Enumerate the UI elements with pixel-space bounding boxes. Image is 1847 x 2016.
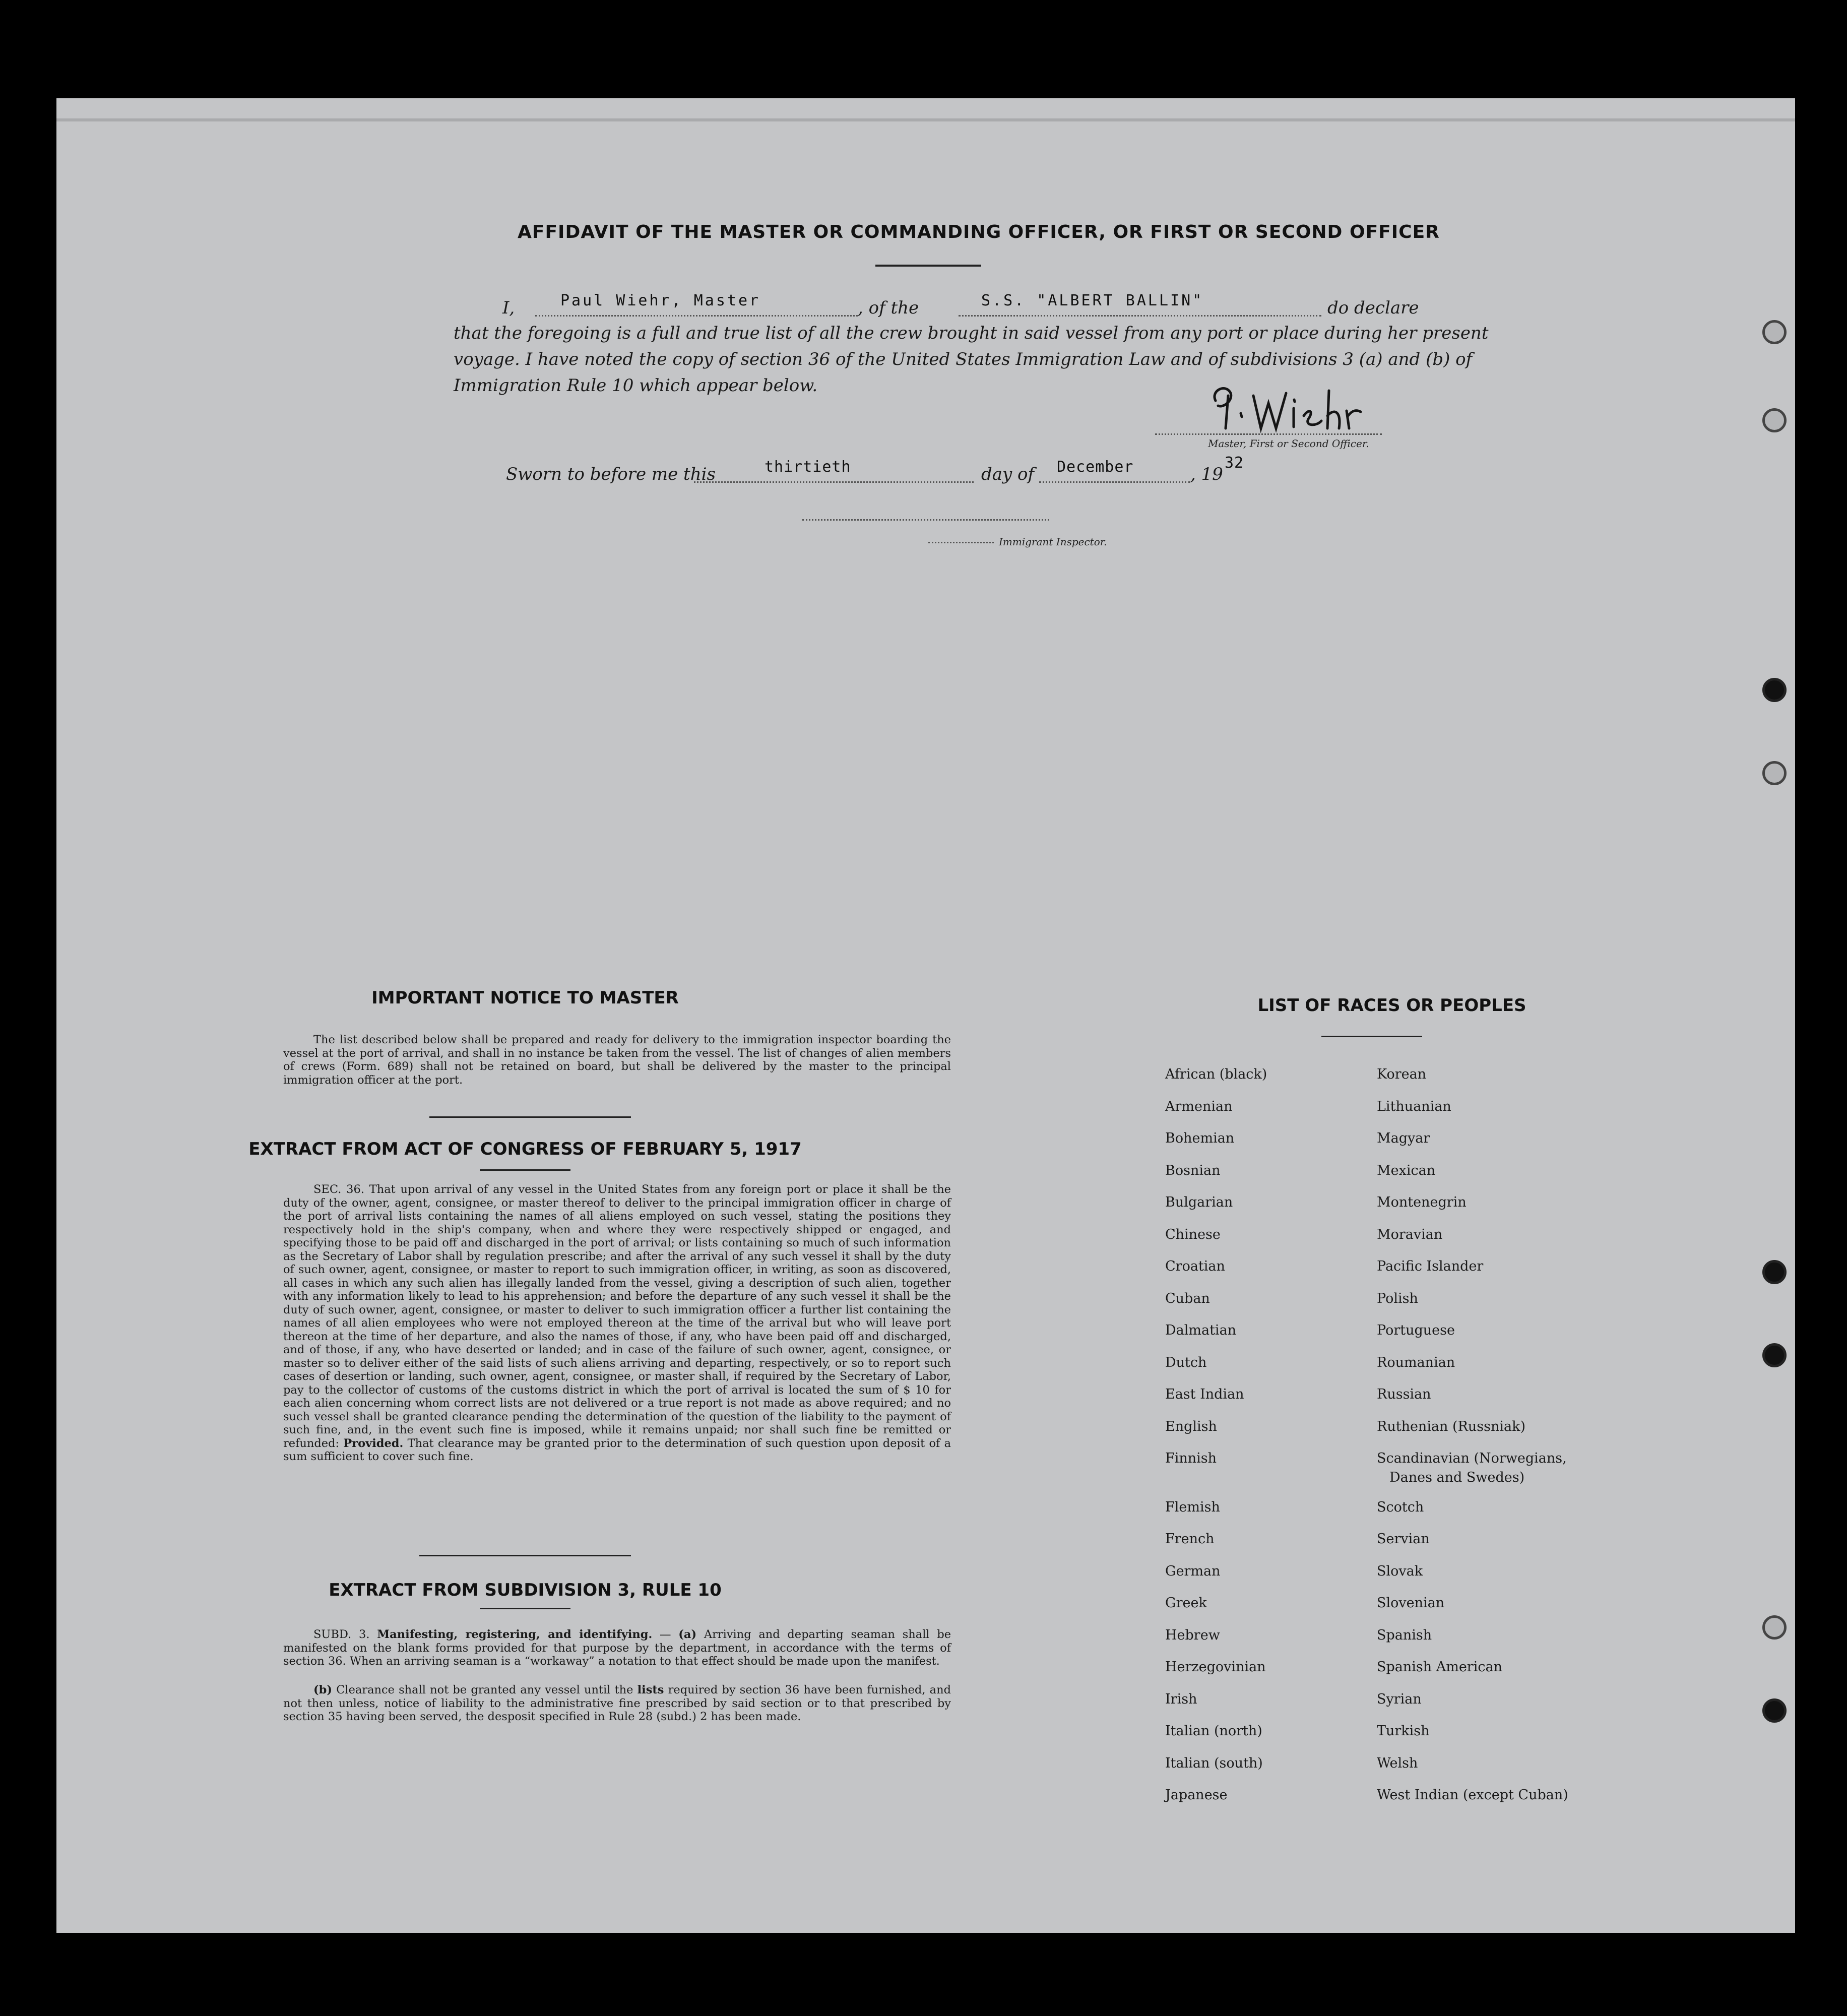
- sworn-month: December: [1057, 458, 1134, 476]
- race-item: Mexican: [1377, 1162, 1436, 1178]
- race-item: Syrian: [1377, 1691, 1422, 1707]
- act-body-after: That clearance may be granted prior to the determination of such question upon deposit of a sum sufficient to cover such fine.: [283, 1436, 951, 1463]
- race-item: German: [1165, 1563, 1221, 1579]
- master-name-line: [535, 315, 858, 317]
- race-item: West Indian (except Cuban): [1377, 1787, 1568, 1803]
- race-item: East Indian: [1165, 1387, 1244, 1402]
- sworn-day: thirtieth: [765, 458, 851, 476]
- affidavit-line-3: voyage. I have noted the copy of section 36 of the United States Immigration Law and of subdivisions 3 (a) and (b) of: [454, 349, 1473, 369]
- race-item: French: [1165, 1531, 1215, 1547]
- master-name: Paul Wiehr, Master: [560, 292, 761, 309]
- race-item: Spanish: [1377, 1627, 1432, 1643]
- subd-b-text-1: Clearance shall not be granted any vessel until the: [336, 1683, 633, 1696]
- race-item: Flemish: [1165, 1499, 1220, 1515]
- binder-hole: [1762, 678, 1787, 702]
- race-item: Japanese: [1165, 1787, 1228, 1803]
- i-label: I,: [502, 298, 515, 318]
- act-text: [283, 1183, 951, 1464]
- binder-hole: [1762, 1260, 1787, 1284]
- race-item: Chinese: [1165, 1226, 1221, 1242]
- binder-hole: [1762, 408, 1787, 432]
- race-item: African (black): [1165, 1066, 1267, 1082]
- subd-a-label: (a): [678, 1628, 697, 1641]
- race-item: Portuguese: [1377, 1322, 1455, 1338]
- race-item: Russian: [1377, 1387, 1431, 1402]
- signature-label: Master, First or Second Officer.: [1208, 437, 1369, 450]
- subd-title: Manifesting, registering, and identifying.: [377, 1628, 653, 1641]
- year-suffix: 32: [1225, 454, 1244, 472]
- affidavit-line-4: Immigration Rule 10 which appear below.: [454, 375, 818, 396]
- inspector-label: Immigrant Inspector.: [999, 536, 1107, 548]
- race-item: Finnish: [1165, 1451, 1217, 1466]
- race-item: Herzegovinian: [1165, 1659, 1266, 1675]
- race-item: Korean: [1377, 1066, 1427, 1082]
- race-item: Montenegrin: [1377, 1194, 1467, 1210]
- signature-line: [1155, 433, 1382, 435]
- subd-b-label: (b): [313, 1683, 333, 1696]
- subd-label: SUBD. 3.: [313, 1628, 370, 1641]
- do-declare: do declare: [1327, 298, 1419, 318]
- affidavit-title: AFFIDAVIT OF THE MASTER OR COMMANDING OFFICER, OR FIRST OR SECOND OFFICER: [518, 222, 1440, 242]
- binder-hole: [1762, 1698, 1787, 1723]
- notice-text: The list described below shall be prepared and ready for delivery to the immigration inspector boarding the vessel at the port of arrival, and shall in no instance be taken from the vessel. The list of changes of alien members of crews (Form. 689) shall not be retained on board, but shall be delivered by the master to the principal immigration officer at the port.: [283, 1033, 951, 1087]
- race-item: Polish: [1377, 1290, 1418, 1306]
- binder-hole: [1762, 1615, 1787, 1640]
- inspector-short-line: [928, 542, 994, 543]
- race-item: Moravian: [1377, 1226, 1443, 1242]
- vessel-name: S.S. "ALBERT BALLIN": [981, 292, 1204, 309]
- year-prefix: , 19: [1190, 464, 1223, 484]
- day-of-label: day of: [981, 464, 1035, 484]
- race-item: Spanish American: [1377, 1659, 1502, 1675]
- race-item: Scandinavian (Norwegians,: [1377, 1451, 1567, 1466]
- race-item: Dalmatian: [1165, 1322, 1237, 1338]
- binder-hole: [1762, 761, 1787, 785]
- race-item: Hebrew: [1165, 1627, 1220, 1643]
- race-item: Italian (south): [1165, 1755, 1263, 1771]
- race-item: Danes and Swedes): [1389, 1470, 1525, 1485]
- rule-subd-a: [283, 1628, 951, 1668]
- race-item: Bohemian: [1165, 1130, 1235, 1146]
- title-rule: [875, 265, 981, 267]
- race-item: Slovak: [1377, 1563, 1423, 1579]
- race-item: English: [1165, 1418, 1217, 1434]
- page-edge: [56, 118, 1795, 121]
- subd-b-text-2: required by section 36 have been furnished, and not then unless, notice of liability to the administrative fine prescribed by said section or to that prescribed by section 35 having been served, the desposit specified in Rule 28 (subd.) 2 has been made.: [283, 1683, 951, 1723]
- race-item: Croatian: [1165, 1258, 1225, 1274]
- sworn-label: Sworn to before me this: [506, 464, 716, 484]
- race-item: Italian (north): [1165, 1723, 1262, 1739]
- document-page: [56, 98, 1795, 1933]
- sworn-day-line: [694, 481, 974, 483]
- races-rule: [1321, 1036, 1422, 1037]
- race-item: Roumanian: [1377, 1354, 1455, 1370]
- notice-rule: [429, 1116, 631, 1118]
- race-item: Magyar: [1377, 1130, 1430, 1146]
- rule-heading: EXTRACT FROM SUBDIVISION 3, RULE 10: [329, 1580, 722, 1600]
- binder-hole: [1762, 1343, 1787, 1367]
- race-item: Greek: [1165, 1595, 1207, 1611]
- race-item: Dutch: [1165, 1354, 1207, 1370]
- sworn-month-line: [1039, 481, 1190, 483]
- of-the-label: , of the: [858, 298, 919, 318]
- race-item: Armenian: [1165, 1098, 1233, 1114]
- provided-bold: Provided.: [343, 1436, 404, 1450]
- act-body: SEC. 36. That upon arrival of any vessel in the United States from any foreign port or place it shall be the duty of the owner, agent, consignee, or master thereof to deliver to the principal immigration officer in charge of the port of arrival lists containing the names of all aliens employed on such vessel, stating the positions they respectively hold in the ship's company, when and where they were respectively shipped or engaged, and specifying those to be paid off and discharged in the port of arrival; or lists containing so much of such information as the Secretary of Labor shall by regulation prescribe; and after the arrival of any such vessel it shall by the duty of such owner, agent, consignee, or master to report to such immigration officer, in writing, as soon as discovered, all cases in which any such alien has illegally landed from the vessel, giving a description of such alien, together with any information likely to lead to his apprehension; and before the departure of any such vessel it shall be the duty of such owner, agent, consignee, or master to deliver to such immigration officer a further list containing the names of all alien employees who were not employed thereon at the time of the arrival but who will leave port thereon at the time of her departure, and also the names of those, if any, who have been paid off and discharged, and of those, if any, who have deserted or landed; and in case of the failure of such owner, agent, consignee, or master so to deliver either of the said lists of such aliens arriving and departing, respectively, or so to report such cases of desertion or landing, such owner, agent, consignee, or master shall, if required by the Secretary of Labor, pay to the collector of customs of the customs district in which the port of arrival is located the sum of $ 10 for each alien concerning whom correct lists are not delivered or a true report is not made as above required; and no such vessel shall be granted clearance pending the determination of the question of the liability to the payment of such fine, and, in the event such fine is imposed, while it remains unpaid; nor shall such fine be remitted or refunded:: [283, 1183, 951, 1450]
- race-item: Turkish: [1377, 1723, 1430, 1739]
- race-item: Bosnian: [1165, 1162, 1221, 1178]
- subd-b-lists: lists: [637, 1683, 664, 1696]
- vessel-name-line: [959, 315, 1321, 317]
- act-rule: [480, 1169, 570, 1171]
- master-signature: [1205, 381, 1367, 436]
- subd-a-text: Arriving and departing seaman shall be manifested on the blank forms provided for that purpose by the department, in accordance with the terms of section 36. When an arriving seaman is a “workaway” a notation to that effect should be made upon the manifest.: [283, 1628, 951, 1668]
- rule-subd-b: [283, 1683, 951, 1724]
- race-item: Slovenian: [1377, 1595, 1445, 1611]
- races-heading: LIST OF RACES OR PEOPLES: [1257, 995, 1526, 1016]
- inspector-signature-line: [802, 519, 1049, 521]
- race-item: Ruthenian (Russniak): [1377, 1418, 1526, 1434]
- affidavit-line-2: that the foregoing is a full and true list of all the crew brought in said vessel from any port or place during her present: [454, 323, 1489, 343]
- subd-dash: —: [660, 1628, 671, 1641]
- race-item: Irish: [1165, 1691, 1197, 1707]
- race-item: Lithuanian: [1377, 1098, 1451, 1114]
- race-item: Servian: [1377, 1531, 1430, 1547]
- race-item: Bulgarian: [1165, 1194, 1233, 1210]
- binder-hole: [1762, 320, 1787, 344]
- race-item: Scotch: [1377, 1499, 1424, 1515]
- act-heading: EXTRACT FROM ACT OF CONGRESS OF FEBRUARY 5, 1917: [248, 1139, 802, 1159]
- notice-heading: IMPORTANT NOTICE TO MASTER: [371, 988, 679, 1008]
- rule-heading-rule: [480, 1608, 570, 1609]
- race-item: Cuban: [1165, 1290, 1210, 1306]
- race-item: Pacific Islander: [1377, 1258, 1484, 1274]
- act-end-rule: [419, 1555, 631, 1556]
- race-item: Welsh: [1377, 1755, 1418, 1771]
